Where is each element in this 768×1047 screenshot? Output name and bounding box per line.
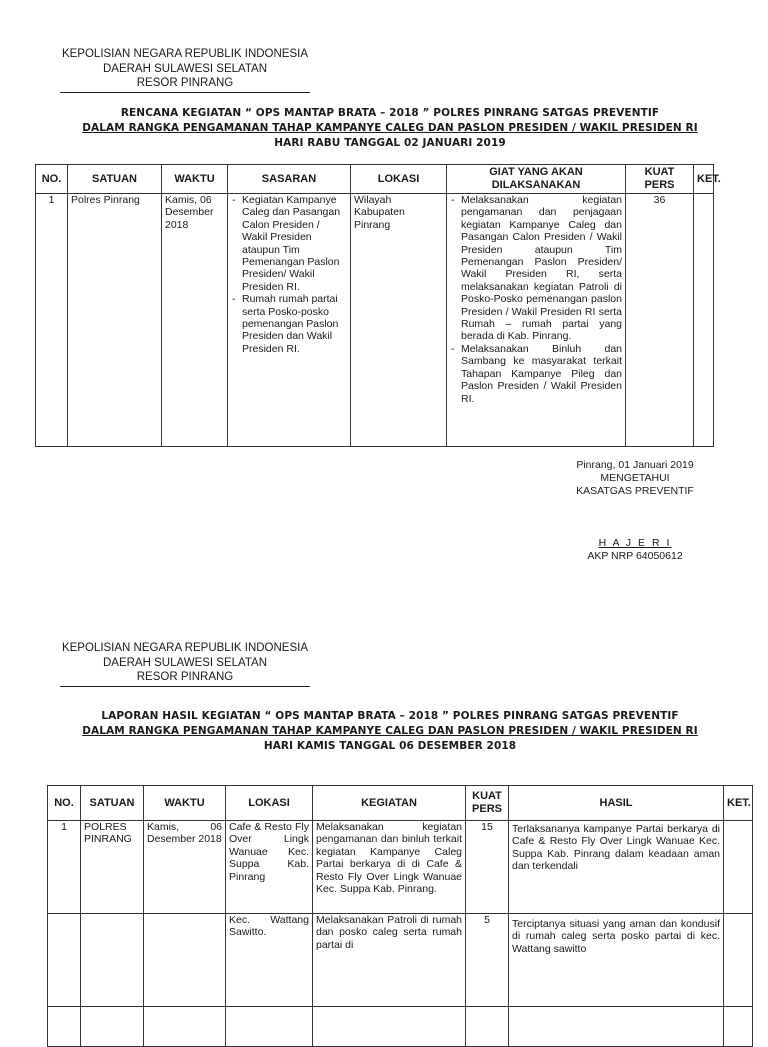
letterhead-rule [60, 92, 310, 93]
cell-kegiatan: Melaksanakan Patroli di rumah dan posko caleg serta rumah partai di [313, 914, 466, 1007]
plan-title-line-3: HARI RABU TANGGAL 02 JANUARI 2019 [274, 137, 506, 149]
signature-place-date: Pinrang, 01 Januari 2019 [576, 459, 694, 471]
cell-no [48, 914, 81, 1007]
letterhead-line-3: RESOR PINRANG [136, 671, 234, 683]
letterhead-bottom [60, 641, 310, 687]
table-row [48, 821, 753, 914]
sasaran-item: - Kegiatan Kampanye Caleg dan Pasangan Calon Presiden / Wakil Presiden ataupun Tim Pemenangan Paslon Presiden/ Wakil Presiden RI. [231, 194, 347, 293]
plan-title-line-2: DALAM RANGKA PENGAMANAN TAHAP KAMPANYE CALEG DAN PASLON PRESIDEN / WAKIL PRESIDEN RI [82, 122, 698, 134]
cell-ket [724, 914, 753, 1007]
col-satuan: SATUAN [68, 165, 162, 194]
plan-title [30, 106, 750, 151]
col-ket: KET. [724, 786, 753, 821]
cell-no: 1 [36, 194, 68, 447]
col-satuan: SATUAN [81, 786, 144, 821]
signature-rank: AKP NRP 64050612 [587, 550, 683, 562]
cell-sasaran [228, 194, 351, 447]
report-header-row [48, 786, 753, 821]
table-row [48, 1007, 753, 1047]
col-no: NO. [48, 786, 81, 821]
col-kegiatan: KEGIATAN [313, 786, 466, 821]
cell-kegiatan: Melaksanakan kegiatan pengamanan dan binluh terkait kegiatan Kampanye Caleg Partai berkarya di di Cafe & Resto Fly Over Lingk Wanuae Kec. Suppa Kab. Pinrang. [313, 821, 466, 914]
report-title-line-3: HARI KAMIS TANGGAL 06 DESEMBER 2018 [263, 740, 517, 752]
report-title-line-2: DALAM RANGKA PENGAMANAN TAHAP KAMPANYE CALEG DAN PASLON PRESIDEN / WAKIL PRESIDEN RI [82, 725, 698, 737]
cell-waktu: Kamis, 06 Desember 2018 [162, 194, 228, 447]
cell-lokasi: Cafe & Resto Fly Over Lingk Wanuae Kec. Suppa Kab. Pinrang [226, 821, 313, 914]
col-ket: KET. [694, 165, 714, 194]
col-hasil: HASIL [509, 786, 724, 821]
cell-kuat-pers: 36 [626, 194, 694, 447]
cell-ket [724, 821, 753, 914]
letterhead-line-1: KEPOLISIAN NEGARA REPUBLIK INDONESIA [61, 48, 309, 60]
cell-satuan [81, 914, 144, 1007]
signature-role: KASATGAS PREVENTIF [576, 485, 694, 497]
report-table [47, 785, 753, 1047]
letterhead-line-1: KEPOLISIAN NEGARA REPUBLIK INDONESIA [61, 642, 309, 654]
cell-hasil: Terlaksananya kampanye Partai berkarya di Cafe & Resto Fly Over Lingk Wanuae Kec. Suppa Kab. Pinrang dalam keadaan aman dan terkendali [509, 821, 724, 914]
giat-item: - Melaksanakan Binluh dan Sambang ke masyarakat terkait Tahapan Kampanye Pileg dan Paslon Presiden / Wakil Presiden RI. [450, 343, 622, 405]
report-title-line-1: LAPORAN HASIL KEGIATAN “ OPS MANTAP BRATA – 2018 ” POLRES PINRANG SATGAS PREVENTIF [101, 710, 679, 722]
cell-no: 1 [48, 821, 81, 914]
col-giat: GIAT YANG AKAN DILAKSANAKAN [447, 165, 626, 194]
cell-waktu [144, 914, 226, 1007]
plan-header-row [36, 165, 714, 194]
col-kuat-pers: KUAT PERS [626, 165, 694, 194]
signature-block [560, 459, 710, 563]
cell-satuan: Polres Pinrang [68, 194, 162, 447]
cell-hasil: Terciptanya situasi yang aman dan kondusif di rumah caleg serta posko partai di kec. Wattang sawitto [509, 914, 724, 1007]
letterhead-line-3: RESOR PINRANG [136, 77, 234, 89]
col-lokasi: LOKASI [351, 165, 447, 194]
table-row [36, 194, 714, 447]
plan-title-line-1: RENCANA KEGIATAN “ OPS MANTAP BRATA – 2018 ” POLRES PINRANG SATGAS PREVENTIF [120, 107, 660, 119]
letterhead-line-2: DAERAH SULAWESI SELATAN [102, 62, 268, 75]
signature-name: H A J E R I [598, 537, 672, 549]
letterhead-line-2: DAERAH SULAWESI SELATAN [102, 656, 268, 669]
col-lokasi: LOKASI [226, 786, 313, 821]
col-waktu: WAKTU [162, 165, 228, 194]
letterhead-rule [60, 686, 310, 687]
sasaran-item: - Rumah rumah partai serta Posko-posko pemenangan Paslon Presiden dan Wakil Presiden RI. [231, 293, 347, 355]
col-kuat-pers: KUAT PERS [466, 786, 509, 821]
col-sasaran: SASARAN [228, 165, 351, 194]
cell-kuat-pers: 5 [466, 914, 509, 1007]
cell-ket [694, 194, 714, 447]
signature-acknowledged: MENGETAHUI [600, 472, 670, 484]
col-no: NO. [36, 165, 68, 194]
letterhead-top [60, 47, 310, 93]
report-title [30, 709, 750, 754]
giat-item: - Melaksanakan kegiatan pengamanan dan penjagaan kegiatan Kampanye Caleg dan Pasangan Calon Presiden / Wakil Presiden ataupun Tim Pemenangan Paslon Presiden/ Wakil Presiden RI, serta melaksanakan kegiatan Patroli di Posko-Posko pemenangan paslon Presiden / Wakil Presiden RI serta Rumah – rumah partai yang berada di Kab. Pinrang. [450, 194, 622, 343]
plan-table [35, 164, 721, 447]
cell-giat [447, 194, 626, 447]
cell-waktu: Kamis, 06 Desember 2018 [144, 821, 226, 914]
cell-lokasi: Wilayah Kabupaten Pinrang [351, 194, 447, 447]
cell-satuan: POLRES PINRANG [81, 821, 144, 914]
cell-kuat-pers: 15 [466, 821, 509, 914]
table-row [48, 914, 753, 1007]
col-waktu: WAKTU [144, 786, 226, 821]
cell-lokasi: Kec. Wattang Sawitto. [226, 914, 313, 1007]
